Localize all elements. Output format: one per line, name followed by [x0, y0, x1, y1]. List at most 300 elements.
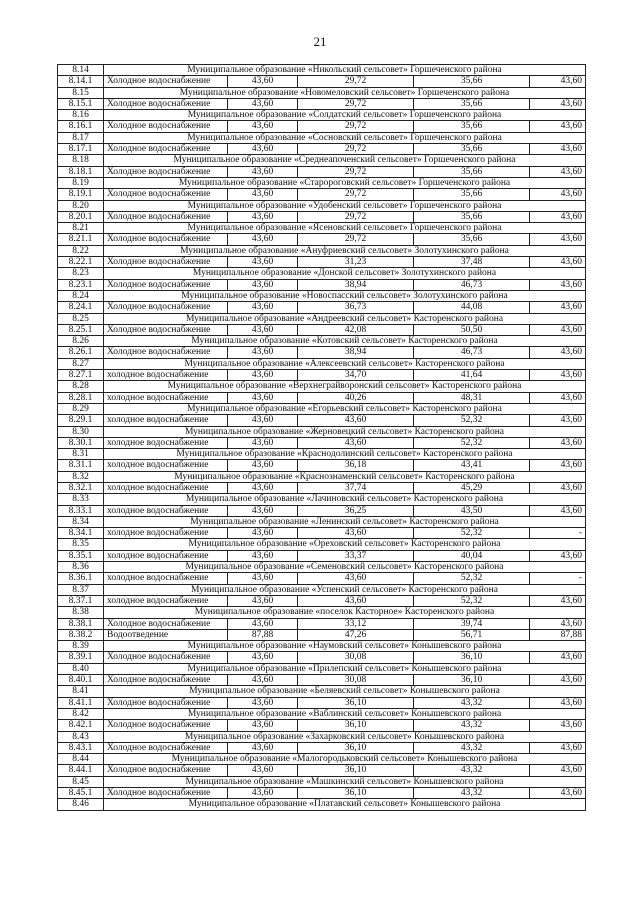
row-code: 8.27: [58, 358, 104, 369]
table-row: [58, 595, 586, 606]
row-code: 8.44.1: [58, 765, 104, 776]
section-title: Муниципальное образование «Верхнеграйворонский сельсовет» Касторенского района: [104, 381, 586, 392]
tariff-value-1: 43,60: [228, 234, 298, 245]
row-code: 8.36: [58, 562, 104, 573]
section-row: [58, 200, 586, 211]
section-row: [58, 155, 586, 166]
table-row: [58, 166, 586, 177]
tariff-value-1: 43,60: [228, 765, 298, 776]
section-row: [58, 268, 586, 279]
tariff-value-3: 46,73: [414, 279, 530, 290]
row-code: 8.23: [58, 268, 104, 279]
tariff-value-3: 40,04: [414, 550, 530, 561]
tariff-value-4: 43,60: [530, 234, 586, 245]
tariff-value-3: 52,32: [414, 528, 530, 539]
section-title: Муниципальное образование «Лачиновский сельсовет» Касторенского района: [104, 494, 586, 505]
tariff-value-4: 43,60: [530, 550, 586, 561]
table-row: [58, 652, 586, 663]
row-code: 8.33: [58, 494, 104, 505]
tariff-value-1: 43,60: [228, 652, 298, 663]
tariff-value-3: 45,29: [414, 482, 530, 493]
tariff-value-4: 43,60: [530, 595, 586, 606]
tariff-value-2: 30,08: [298, 652, 414, 663]
row-code: 8.20.1: [58, 211, 104, 222]
tariff-value-4: 43,60: [530, 765, 586, 776]
row-code: 8.40: [58, 663, 104, 674]
tariff-value-4: 43,60: [530, 302, 586, 313]
tariff-value-3: 52,32: [414, 595, 530, 606]
row-code: 8.27.1: [58, 370, 104, 381]
tariff-value-3: 36,10: [414, 652, 530, 663]
section-row: [58, 731, 586, 742]
tariff-value-2: 29,72: [298, 234, 414, 245]
row-code: 8.24: [58, 290, 104, 301]
section-row: [58, 539, 586, 550]
tariff-value-3: 44,08: [414, 302, 530, 313]
tariff-value-1: 43,60: [228, 211, 298, 222]
tariff-value-1: 43,60: [228, 697, 298, 708]
row-code: 8.30: [58, 426, 104, 437]
tariff-value-2: 42,08: [298, 324, 414, 335]
tariff-value-2: 36,10: [298, 788, 414, 799]
tariff-value-3: 35,66: [414, 234, 530, 245]
section-title: Муниципальное образование «Успенский сельсовет» Касторенского района: [104, 584, 586, 595]
table-row: [58, 460, 586, 471]
tariff-value-2: 43,60: [298, 595, 414, 606]
row-code: 8.39.1: [58, 652, 104, 663]
tariff-value-4: 43,60: [530, 98, 586, 109]
tariff-value-2: 37,74: [298, 482, 414, 493]
row-code: 8.18.1: [58, 166, 104, 177]
service-name: Холодное водоснабжение: [104, 166, 228, 177]
service-name: Холодное водоснабжение: [104, 652, 228, 663]
tariff-value-3: 43,32: [414, 742, 530, 753]
tariff-value-2: 33,12: [298, 618, 414, 629]
table-row: [58, 98, 586, 109]
row-code: 8.46: [58, 799, 104, 810]
tariff-value-3: 48,31: [414, 392, 530, 403]
row-code: 8.37: [58, 584, 104, 595]
section-title: Муниципальное образование «Удобенский сельсовет» Горшеченского района: [104, 200, 586, 211]
service-name: Холодное водоснабжение: [104, 189, 228, 200]
tariff-value-4: 43,60: [530, 618, 586, 629]
tariff-value-2: 47,26: [298, 629, 414, 640]
row-code: 8.30.1: [58, 437, 104, 448]
tariff-value-4: 43,60: [530, 144, 586, 155]
section-row: [58, 403, 586, 414]
tariff-value-3: 50,50: [414, 324, 530, 335]
tariff-value-4: 43,60: [530, 121, 586, 132]
row-code: 8.45: [58, 776, 104, 787]
table-row: [58, 437, 586, 448]
tariff-value-3: 35,66: [414, 166, 530, 177]
section-row: [58, 132, 586, 143]
row-code: 8.29: [58, 403, 104, 414]
tariff-value-3: 35,66: [414, 121, 530, 132]
tariff-value-3: 43,41: [414, 460, 530, 471]
tariff-value-1: 43,60: [228, 166, 298, 177]
service-name: холодное водоснабжение: [104, 437, 228, 448]
row-code: 8.35.1: [58, 550, 104, 561]
tariff-value-1: 43,60: [228, 189, 298, 200]
row-code: 8.41.1: [58, 697, 104, 708]
service-name: Холодное водоснабжение: [104, 324, 228, 335]
section-title: Муниципальное образование «Жерновецкий сельсовет» Касторенского района: [104, 426, 586, 437]
row-code: 8.39: [58, 641, 104, 652]
tariff-value-3: 43,32: [414, 788, 530, 799]
service-name: холодное водоснабжение: [104, 550, 228, 561]
section-title: Муниципальное образование «Краснодолинский сельсовет» Касторенского района: [104, 449, 586, 460]
tariff-value-2: 43,60: [298, 528, 414, 539]
tariff-value-2: 36,10: [298, 742, 414, 753]
service-name: Холодное водоснабжение: [104, 98, 228, 109]
tariff-value-2: 29,72: [298, 189, 414, 200]
section-title: Муниципальное образование «Ленинский сельсовет» Касторенского района: [104, 516, 586, 527]
tariff-value-4: 43,60: [530, 257, 586, 268]
tariff-value-1: 43,60: [228, 370, 298, 381]
tariff-value-2: 29,72: [298, 144, 414, 155]
section-title: Муниципальное образование «Ореховский сельсовет» Касторенского района: [104, 539, 586, 550]
service-name: Холодное водоснабжение: [104, 697, 228, 708]
tariff-value-2: 29,72: [298, 121, 414, 132]
tariff-value-1: 43,60: [228, 573, 298, 584]
tariff-value-4: 43,60: [530, 347, 586, 358]
tariff-value-4: 43,60: [530, 505, 586, 516]
tariff-value-2: 43,60: [298, 437, 414, 448]
tariff-value-4: 43,60: [530, 76, 586, 87]
service-name: Холодное водоснабжение: [104, 121, 228, 132]
service-name: Холодное водоснабжение: [104, 788, 228, 799]
service-name: Холодное водоснабжение: [104, 234, 228, 245]
table-row: [58, 629, 586, 640]
row-code: 8.19: [58, 177, 104, 188]
table-row: [58, 211, 586, 222]
row-code: 8.25.1: [58, 324, 104, 335]
service-name: Холодное водоснабжение: [104, 765, 228, 776]
section-row: [58, 426, 586, 437]
section-row: [58, 358, 586, 369]
tariff-value-2: 38,94: [298, 279, 414, 290]
section-row: [58, 110, 586, 121]
tariff-value-3: 43,32: [414, 765, 530, 776]
service-name: Холодное водоснабжение: [104, 347, 228, 358]
tariff-value-1: 43,60: [228, 788, 298, 799]
tariff-value-2: 29,72: [298, 76, 414, 87]
table-row: [58, 415, 586, 426]
tariff-value-1: 43,60: [228, 98, 298, 109]
tariff-value-1: 43,60: [228, 460, 298, 471]
section-title: Муниципальное образование «Никольский сельсовет» Горшеченского района: [104, 65, 586, 76]
table-row: [58, 257, 586, 268]
section-row: [58, 87, 586, 98]
tariff-value-1: 43,60: [228, 257, 298, 268]
tariff-value-3: 43,50: [414, 505, 530, 516]
row-code: 8.44: [58, 754, 104, 765]
tariff-value-4: 43,60: [530, 166, 586, 177]
tariff-table: [57, 64, 586, 811]
section-row: [58, 177, 586, 188]
table-row: [58, 121, 586, 132]
row-code: 8.38.2: [58, 629, 104, 640]
service-name: Холодное водоснабжение: [104, 675, 228, 686]
tariff-value-1: 43,60: [228, 302, 298, 313]
tariff-value-1: 43,60: [228, 121, 298, 132]
tariff-value-2: 43,60: [298, 415, 414, 426]
table-row: [58, 302, 586, 313]
section-title: Муниципальное образование «Малогородьковский сельсовет» Конышевского района: [104, 754, 586, 765]
row-code: 8.14: [58, 65, 104, 76]
section-row: [58, 381, 586, 392]
table-row: [58, 697, 586, 708]
tariff-value-1: 43,60: [228, 482, 298, 493]
row-code: 8.15.1: [58, 98, 104, 109]
table-row: [58, 528, 586, 539]
tariff-value-2: 38,94: [298, 347, 414, 358]
section-title: Муниципальное образование «Семеновский сельсовет» Касторенского района: [104, 562, 586, 573]
table-row: [58, 144, 586, 155]
row-code: 8.18: [58, 155, 104, 166]
section-row: [58, 776, 586, 787]
tariff-value-3: 35,66: [414, 144, 530, 155]
tariff-value-4: 43,60: [530, 279, 586, 290]
section-title: Муниципальное образование «Алексеевский сельсовет» Касторенского района: [104, 358, 586, 369]
tariff-value-4: 43,60: [530, 460, 586, 471]
tariff-value-1: 43,60: [228, 76, 298, 87]
tariff-value-1: 43,60: [228, 437, 298, 448]
section-title: Муниципальное образование «Ваблинский сельсовет» Конышевского района: [104, 708, 586, 719]
service-name: холодное водоснабжение: [104, 573, 228, 584]
row-code: 8.28.1: [58, 392, 104, 403]
section-title: Муниципальное образование «Платавский сельсовет» Конышевского района: [104, 799, 586, 810]
tariff-value-2: 29,72: [298, 98, 414, 109]
service-name: холодное водоснабжение: [104, 505, 228, 516]
tariff-value-2: 33,37: [298, 550, 414, 561]
section-row: [58, 607, 586, 618]
tariff-value-1: 43,60: [228, 279, 298, 290]
service-name: холодное водоснабжение: [104, 370, 228, 381]
tariff-value-2: 29,72: [298, 211, 414, 222]
table-row: [58, 234, 586, 245]
tariff-value-4: 43,60: [530, 675, 586, 686]
tariff-value-1: 43,60: [228, 742, 298, 753]
service-name: Холодное водоснабжение: [104, 302, 228, 313]
tariff-value-1: 43,60: [228, 505, 298, 516]
table-row: [58, 505, 586, 516]
tariff-value-4: 43,60: [530, 482, 586, 493]
service-name: Холодное водоснабжение: [104, 279, 228, 290]
section-title: Муниципальное образование «Андреевский сельсовет» Касторенского района: [104, 313, 586, 324]
tariff-value-1: 43,60: [228, 675, 298, 686]
tariff-value-3: 46,73: [414, 347, 530, 358]
service-name: холодное водоснабжение: [104, 595, 228, 606]
table-row: [58, 550, 586, 561]
tariff-value-3: 35,66: [414, 98, 530, 109]
row-code: 8.38: [58, 607, 104, 618]
tariff-value-2: 29,72: [298, 166, 414, 177]
tariff-value-1: 43,60: [228, 528, 298, 539]
tariff-value-4: 43,60: [530, 697, 586, 708]
tariff-value-3: 35,66: [414, 189, 530, 200]
table-row: [58, 573, 586, 584]
section-title: Муниципальное образование «Захарковский сельсовет» Конышевского района: [104, 731, 586, 742]
tariff-value-4: -: [530, 573, 586, 584]
tariff-value-4: 43,60: [530, 437, 586, 448]
service-name: холодное водоснабжение: [104, 460, 228, 471]
tariff-value-1: 43,60: [228, 720, 298, 731]
row-code: 8.32.1: [58, 482, 104, 493]
row-code: 8.20: [58, 200, 104, 211]
table-row: [58, 347, 586, 358]
tariff-value-4: 43,60: [530, 652, 586, 663]
tariff-value-2: 34,70: [298, 370, 414, 381]
tariff-value-1: 43,60: [228, 550, 298, 561]
service-name: Холодное водоснабжение: [104, 618, 228, 629]
section-row: [58, 336, 586, 347]
table-row: [58, 720, 586, 731]
tariff-value-1: 43,60: [228, 392, 298, 403]
section-title: Муниципальное образование «Новомеловский сельсовет» Горшеченского района: [104, 87, 586, 98]
section-title: Муниципальное образование «Ануфриевский сельсовет» Золотухинского района: [104, 245, 586, 256]
section-row: [58, 584, 586, 595]
tariff-value-2: 36,10: [298, 720, 414, 731]
tariff-value-2: 36,10: [298, 765, 414, 776]
table-row: [58, 788, 586, 799]
row-code: 8.40.1: [58, 675, 104, 686]
table-row: [58, 76, 586, 87]
tariff-value-3: 36,10: [414, 675, 530, 686]
row-code: 8.25: [58, 313, 104, 324]
row-code: 8.33.1: [58, 505, 104, 516]
table-row: [58, 482, 586, 493]
tariff-value-4: -: [530, 528, 586, 539]
service-name: Холодное водоснабжение: [104, 742, 228, 753]
section-row: [58, 449, 586, 460]
section-title: Муниципальное образование «Солдатский сельсовет» Горшеченского района: [104, 110, 586, 121]
section-row: [58, 799, 586, 810]
tariff-value-3: 35,66: [414, 76, 530, 87]
section-title: Муниципальное образование «Котовский сельсовет» Касторенского района: [104, 336, 586, 347]
section-title: Муниципальное образование «поселок Касторное» Касторенского района: [104, 607, 586, 618]
tariff-value-1: 87,88: [228, 629, 298, 640]
tariff-value-1: 43,60: [228, 595, 298, 606]
row-code: 8.36.1: [58, 573, 104, 584]
row-code: 8.43.1: [58, 742, 104, 753]
service-name: Холодное водоснабжение: [104, 720, 228, 731]
section-row: [58, 290, 586, 301]
tariff-value-4: 43,60: [530, 324, 586, 335]
tariff-table-body: [58, 65, 586, 811]
tariff-value-4: 87,88: [530, 629, 586, 640]
tariff-value-1: 43,60: [228, 618, 298, 629]
table-row: [58, 765, 586, 776]
section-row: [58, 641, 586, 652]
table-row: [58, 189, 586, 200]
row-code: 8.31.1: [58, 460, 104, 471]
row-code: 8.21: [58, 223, 104, 234]
section-title: Муниципальное образование «Машкинский сельсовет» Конышевского района: [104, 776, 586, 787]
table-row: [58, 392, 586, 403]
section-row: [58, 516, 586, 527]
tariff-value-4: 43,60: [530, 189, 586, 200]
section-title: Муниципальное образование «Беляевский сельсовет» Конышевского района: [104, 686, 586, 697]
row-code: 8.17.1: [58, 144, 104, 155]
tariff-value-4: 43,60: [530, 415, 586, 426]
row-code: 8.41: [58, 686, 104, 697]
row-code: 8.15: [58, 87, 104, 98]
service-name: холодное водоснабжение: [104, 528, 228, 539]
section-row: [58, 663, 586, 674]
row-code: 8.22: [58, 245, 104, 256]
section-row: [58, 494, 586, 505]
tariff-value-4: 43,60: [530, 742, 586, 753]
row-code: 8.21.1: [58, 234, 104, 245]
row-code: 8.42.1: [58, 720, 104, 731]
section-row: [58, 65, 586, 76]
service-name: Холодное водоснабжение: [104, 211, 228, 222]
service-name: Холодное водоснабжение: [104, 257, 228, 268]
section-title: Муниципальное образование «Ясеновский сельсовет» Горшеченского района: [104, 223, 586, 234]
tariff-value-3: 43,32: [414, 720, 530, 731]
tariff-value-3: 52,32: [414, 437, 530, 448]
table-row: [58, 618, 586, 629]
row-code: 8.16.1: [58, 121, 104, 132]
row-code: 8.19.1: [58, 189, 104, 200]
tariff-value-1: 43,60: [228, 415, 298, 426]
tariff-value-3: 43,32: [414, 697, 530, 708]
table-row: [58, 324, 586, 335]
section-title: Муниципальное образование «Старороговский сельсовет» Горшеченского района: [104, 177, 586, 188]
table-row: [58, 675, 586, 686]
service-name: Холодное водоснабжение: [104, 76, 228, 87]
section-title: Муниципальное образование «Сосновский сельсовет» Горшеченского района: [104, 132, 586, 143]
table-row: [58, 742, 586, 753]
service-name: Водоотведение: [104, 629, 228, 640]
row-code: 8.34.1: [58, 528, 104, 539]
row-code: 8.23.1: [58, 279, 104, 290]
section-title: Муниципальное образование «Донской сельсовет» Золотухинского района: [104, 268, 586, 279]
tariff-value-2: 36,73: [298, 302, 414, 313]
tariff-value-2: 30,08: [298, 675, 414, 686]
tariff-value-2: 43,60: [298, 573, 414, 584]
table-row: [58, 279, 586, 290]
table-row: [58, 370, 586, 381]
tariff-value-4: 43,60: [530, 720, 586, 731]
service-name: холодное водоснабжение: [104, 482, 228, 493]
tariff-value-4: 43,60: [530, 392, 586, 403]
tariff-value-2: 40,26: [298, 392, 414, 403]
section-row: [58, 562, 586, 573]
tariff-value-4: 43,60: [530, 370, 586, 381]
row-code: 8.16: [58, 110, 104, 121]
tariff-value-2: 36,18: [298, 460, 414, 471]
section-title: Муниципальное образование «Среднеапоченский сельсовет» Горшеченского района: [104, 155, 586, 166]
tariff-value-3: 37,48: [414, 257, 530, 268]
tariff-value-3: 41,64: [414, 370, 530, 381]
section-row: [58, 754, 586, 765]
tariff-value-1: 43,60: [228, 347, 298, 358]
service-name: холодное водоснабжение: [104, 415, 228, 426]
row-code: 8.42: [58, 708, 104, 719]
tariff-value-3: 35,66: [414, 211, 530, 222]
section-title: Муниципальное образование «Краснознаменский сельсовет» Касторенского района: [104, 471, 586, 482]
row-code: 8.37.1: [58, 595, 104, 606]
row-code: 8.14.1: [58, 76, 104, 87]
row-code: 8.34: [58, 516, 104, 527]
section-row: [58, 223, 586, 234]
service-name: Холодное водоснабжение: [104, 144, 228, 155]
row-code: 8.29.1: [58, 415, 104, 426]
tariff-value-3: 52,32: [414, 573, 530, 584]
